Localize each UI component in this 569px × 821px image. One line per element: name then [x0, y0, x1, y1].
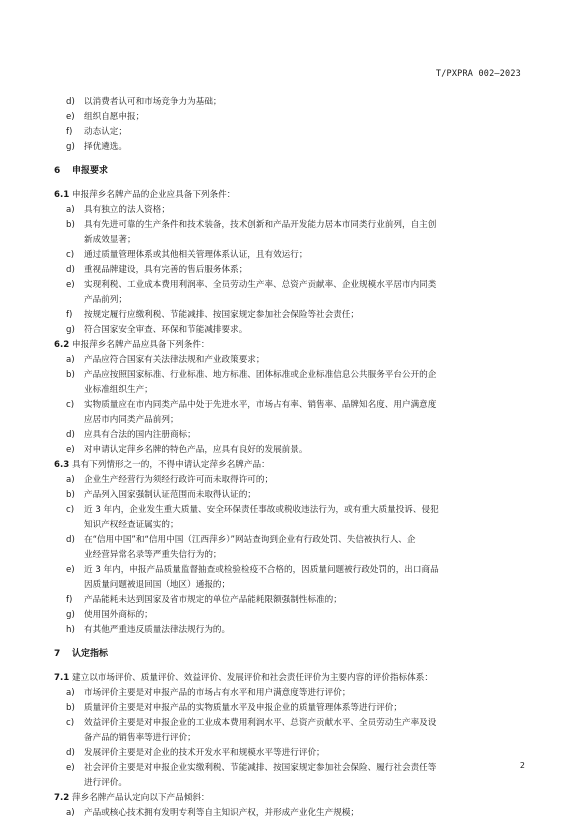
line-text: 知识产权经查证属实的；: [84, 520, 179, 530]
list-item: [54, 398, 528, 413]
list-item: [54, 218, 528, 233]
clause-number: 7.1: [54, 673, 70, 683]
line-text: 有其他严重违反质量法律法规行为的。: [84, 625, 231, 635]
clause-line: [54, 458, 528, 473]
item-label: d): [66, 265, 75, 275]
list-item: [54, 428, 528, 443]
line-text: 企业生产经营行为须经行政许可而未取得许可的；: [84, 475, 274, 485]
list-item: [54, 593, 528, 608]
item-label: b): [66, 490, 75, 500]
list-item: [54, 701, 528, 716]
list-item: [54, 203, 528, 218]
line-text: 具有先进可靠的生产条件和技术装备，技术创新和产品开发能力居本市同类行业前列，自主创: [84, 220, 437, 230]
spacer: [54, 155, 528, 163]
line-text: 实现利税、工业成本费用利润率、全员劳动生产率、总资产贡献率、企业规模水平居市内同类: [84, 280, 437, 290]
line-text: 产品前列；: [84, 295, 127, 305]
list-item: [54, 95, 528, 110]
clause-line: [54, 671, 528, 686]
line-text: 新成效显著；: [84, 235, 136, 245]
list-item: [54, 248, 528, 263]
list-item: [54, 716, 528, 731]
item-label: c): [66, 400, 75, 410]
line-text: 动态认定；: [84, 127, 127, 137]
line-text: 市场评价主要是对申报产品的市场占有水平和用户满意度等进行评价；: [84, 688, 351, 698]
item-label: e): [66, 763, 75, 773]
line-text: 效益评价主要是对申报企业的工业成本费用利润水平、总资产贡献水平、全员劳动生产率及设: [84, 718, 437, 728]
line-text: 重视品牌建设，具有完善的售后服务体系；: [84, 265, 248, 275]
item-label: b): [66, 220, 75, 230]
line-text: 进行评价。: [84, 778, 127, 788]
clause-line: [54, 791, 528, 806]
list-item: [54, 353, 528, 368]
line-text: 业经营异常名录等严重失信行为的；: [84, 550, 222, 560]
list-item: [54, 125, 528, 140]
line-text: 产品应符合国家有关法律法规和产业政策要求；: [84, 355, 265, 365]
list-item-continuation: [54, 413, 528, 428]
section-heading: [54, 646, 528, 663]
list-item-continuation: [54, 731, 528, 746]
item-label: d): [66, 97, 75, 107]
line-text: 发展评价主要是对企业的技术开发水平和规模水平等进行评价；: [84, 748, 325, 758]
line-text: 近 3 年内，申报产品质量监督抽查或检验检疫不合格的，因质量问题被行政处罚的，出口商品: [84, 565, 439, 575]
line-text: 社会评价主要是对申报企业实缴利税、节能减排、按国家规定参加社会保险、履行社会责任等: [84, 763, 437, 773]
list-item: [54, 473, 528, 488]
list-item: [54, 686, 528, 701]
list-item: [54, 323, 528, 338]
line-text: 申报要求: [72, 166, 109, 176]
line-text: 认定指标: [72, 649, 109, 659]
line-text: 产品能耗未达到国家及省市规定的单位产品能耗限额强制性标准的；: [84, 595, 342, 605]
item-label: c): [66, 505, 75, 515]
line-text: 产品应按照国家标准、行业标准、地方标准、团体标准或企业标准信息公共服务平台公开的企: [84, 370, 437, 380]
list-item-continuation: [54, 518, 528, 533]
clause-number: 6.3: [54, 460, 70, 470]
list-item: [54, 263, 528, 278]
item-label: e): [66, 445, 75, 455]
list-item: [54, 563, 528, 578]
item-label: b): [66, 370, 75, 380]
list-item: [54, 443, 528, 458]
line-text: 具有下列情形之一的，不得申请认定萍乡名牌产品：: [72, 460, 270, 470]
item-label: a): [66, 475, 75, 485]
item-label: d): [66, 748, 75, 758]
item-label: a): [66, 688, 75, 698]
section-heading: [54, 163, 528, 180]
line-text: 萍乡名牌产品认定向以下产品倾斜：: [72, 793, 210, 803]
clause-number: 7.2: [54, 793, 70, 803]
line-text: 近 3 年内，企业发生重大质量、安全环保责任事故或税收违法行为，或有重大质量投诉、侵犯: [84, 505, 439, 515]
list-item: [54, 761, 528, 776]
clause-number: 7: [54, 649, 61, 659]
item-label: c): [66, 250, 75, 260]
clause-line: [54, 188, 528, 203]
line-text: 按规定履行应缴利税、节能减排、按国家规定参加社会保险等社会责任；: [84, 310, 360, 320]
list-item-continuation: [54, 383, 528, 398]
spacer: [54, 638, 528, 646]
item-label: d): [66, 430, 75, 440]
item-label: d): [66, 535, 75, 545]
item-label: e): [66, 112, 75, 122]
line-text: 建立以市场评价、质量评价、效益评价、发展评价和社会责任评价为主要内容的评价指标体系：: [72, 673, 433, 683]
list-item-continuation: [54, 233, 528, 248]
clause-number: 6: [54, 166, 61, 176]
spacer: [54, 180, 528, 188]
line-text: 因质量问题被退回国（地区）通报的；: [84, 580, 231, 590]
line-text: 产品列入国家强制认证范围而未取得认证的；: [84, 490, 256, 500]
list-item: [54, 278, 528, 293]
clause-number: 6.2: [54, 340, 70, 350]
list-item: [54, 140, 528, 155]
list-item: [54, 608, 528, 623]
line-text: 符合国家安全审查、环保和节能减排要求。: [84, 325, 248, 335]
line-text: 择优遴选。: [84, 142, 127, 152]
list-item: [54, 368, 528, 383]
item-label: e): [66, 280, 75, 290]
item-label: e): [66, 565, 75, 575]
clause-line: [54, 338, 528, 353]
line-text: 业标准组织生产；: [84, 385, 153, 395]
list-item: [54, 503, 528, 518]
page-number: 2: [519, 761, 525, 770]
item-label: h): [66, 625, 75, 635]
line-text: 具有独立的法人资格；: [84, 205, 170, 215]
list-item-continuation: [54, 548, 528, 563]
spacer: [54, 663, 528, 671]
item-label: f): [66, 127, 73, 137]
list-item: [54, 746, 528, 761]
line-text: 应具有合法的国内注册商标；: [84, 430, 196, 440]
line-text: 对申请认定萍乡名牌的特色产品，应具有良好的发展前景。: [84, 445, 308, 455]
clause-number: 6.1: [54, 190, 70, 200]
line-text: 申报萍乡名牌产品应具备下列条件：: [72, 340, 210, 350]
list-item: [54, 110, 528, 125]
document-body: [54, 95, 528, 821]
list-item: [54, 623, 528, 638]
item-label: g): [66, 610, 75, 620]
line-text: 实物质量应在市内同类产品中处于先进水平，市场占有率、销售率、品牌知名度、用户满意度: [84, 400, 437, 410]
list-item-continuation: [54, 578, 528, 593]
line-text: 质量评价主要是对申报产品的实物质量水平及申报企业的质量管理体系等进行评价；: [84, 703, 402, 713]
line-text: 备产品的销售率等进行评价；: [84, 733, 196, 743]
line-text: 应居市内同类产品前列；: [84, 415, 179, 425]
item-label: f): [66, 595, 73, 605]
list-item-continuation: [54, 776, 528, 791]
line-text: 使用国外商标的；: [84, 610, 153, 620]
item-label: a): [66, 205, 75, 215]
line-text: 申报萍乡名牌产品的企业应具备下列条件：: [72, 190, 236, 200]
item-label: c): [66, 718, 75, 728]
line-text: 以消费者认可和市场竞争力为基础；: [84, 97, 222, 107]
item-label: g): [66, 142, 75, 152]
line-text: 通过质量管理体系或其他相关管理体系认证，且有效运行；: [84, 250, 308, 260]
line-text: 组织自愿申报；: [84, 112, 145, 122]
list-item: [54, 308, 528, 323]
item-label: g): [66, 325, 75, 335]
line-text: 产品或核心技术拥有发明专利等自主知识产权，并形成产业化生产规模；: [84, 808, 360, 818]
list-item: [54, 488, 528, 503]
item-label: b): [66, 703, 75, 713]
document-code: T/PXPRA 002—2023: [435, 69, 521, 79]
item-label: a): [66, 355, 75, 365]
list-item: [54, 533, 528, 548]
item-label: f): [66, 310, 73, 320]
line-text: 在“信用中国”和“信用中国（江西萍乡）”网站查询到企业有行政处罚、失信被执行人、企: [84, 535, 416, 545]
item-label: a): [66, 808, 75, 818]
list-item-continuation: [54, 293, 528, 308]
